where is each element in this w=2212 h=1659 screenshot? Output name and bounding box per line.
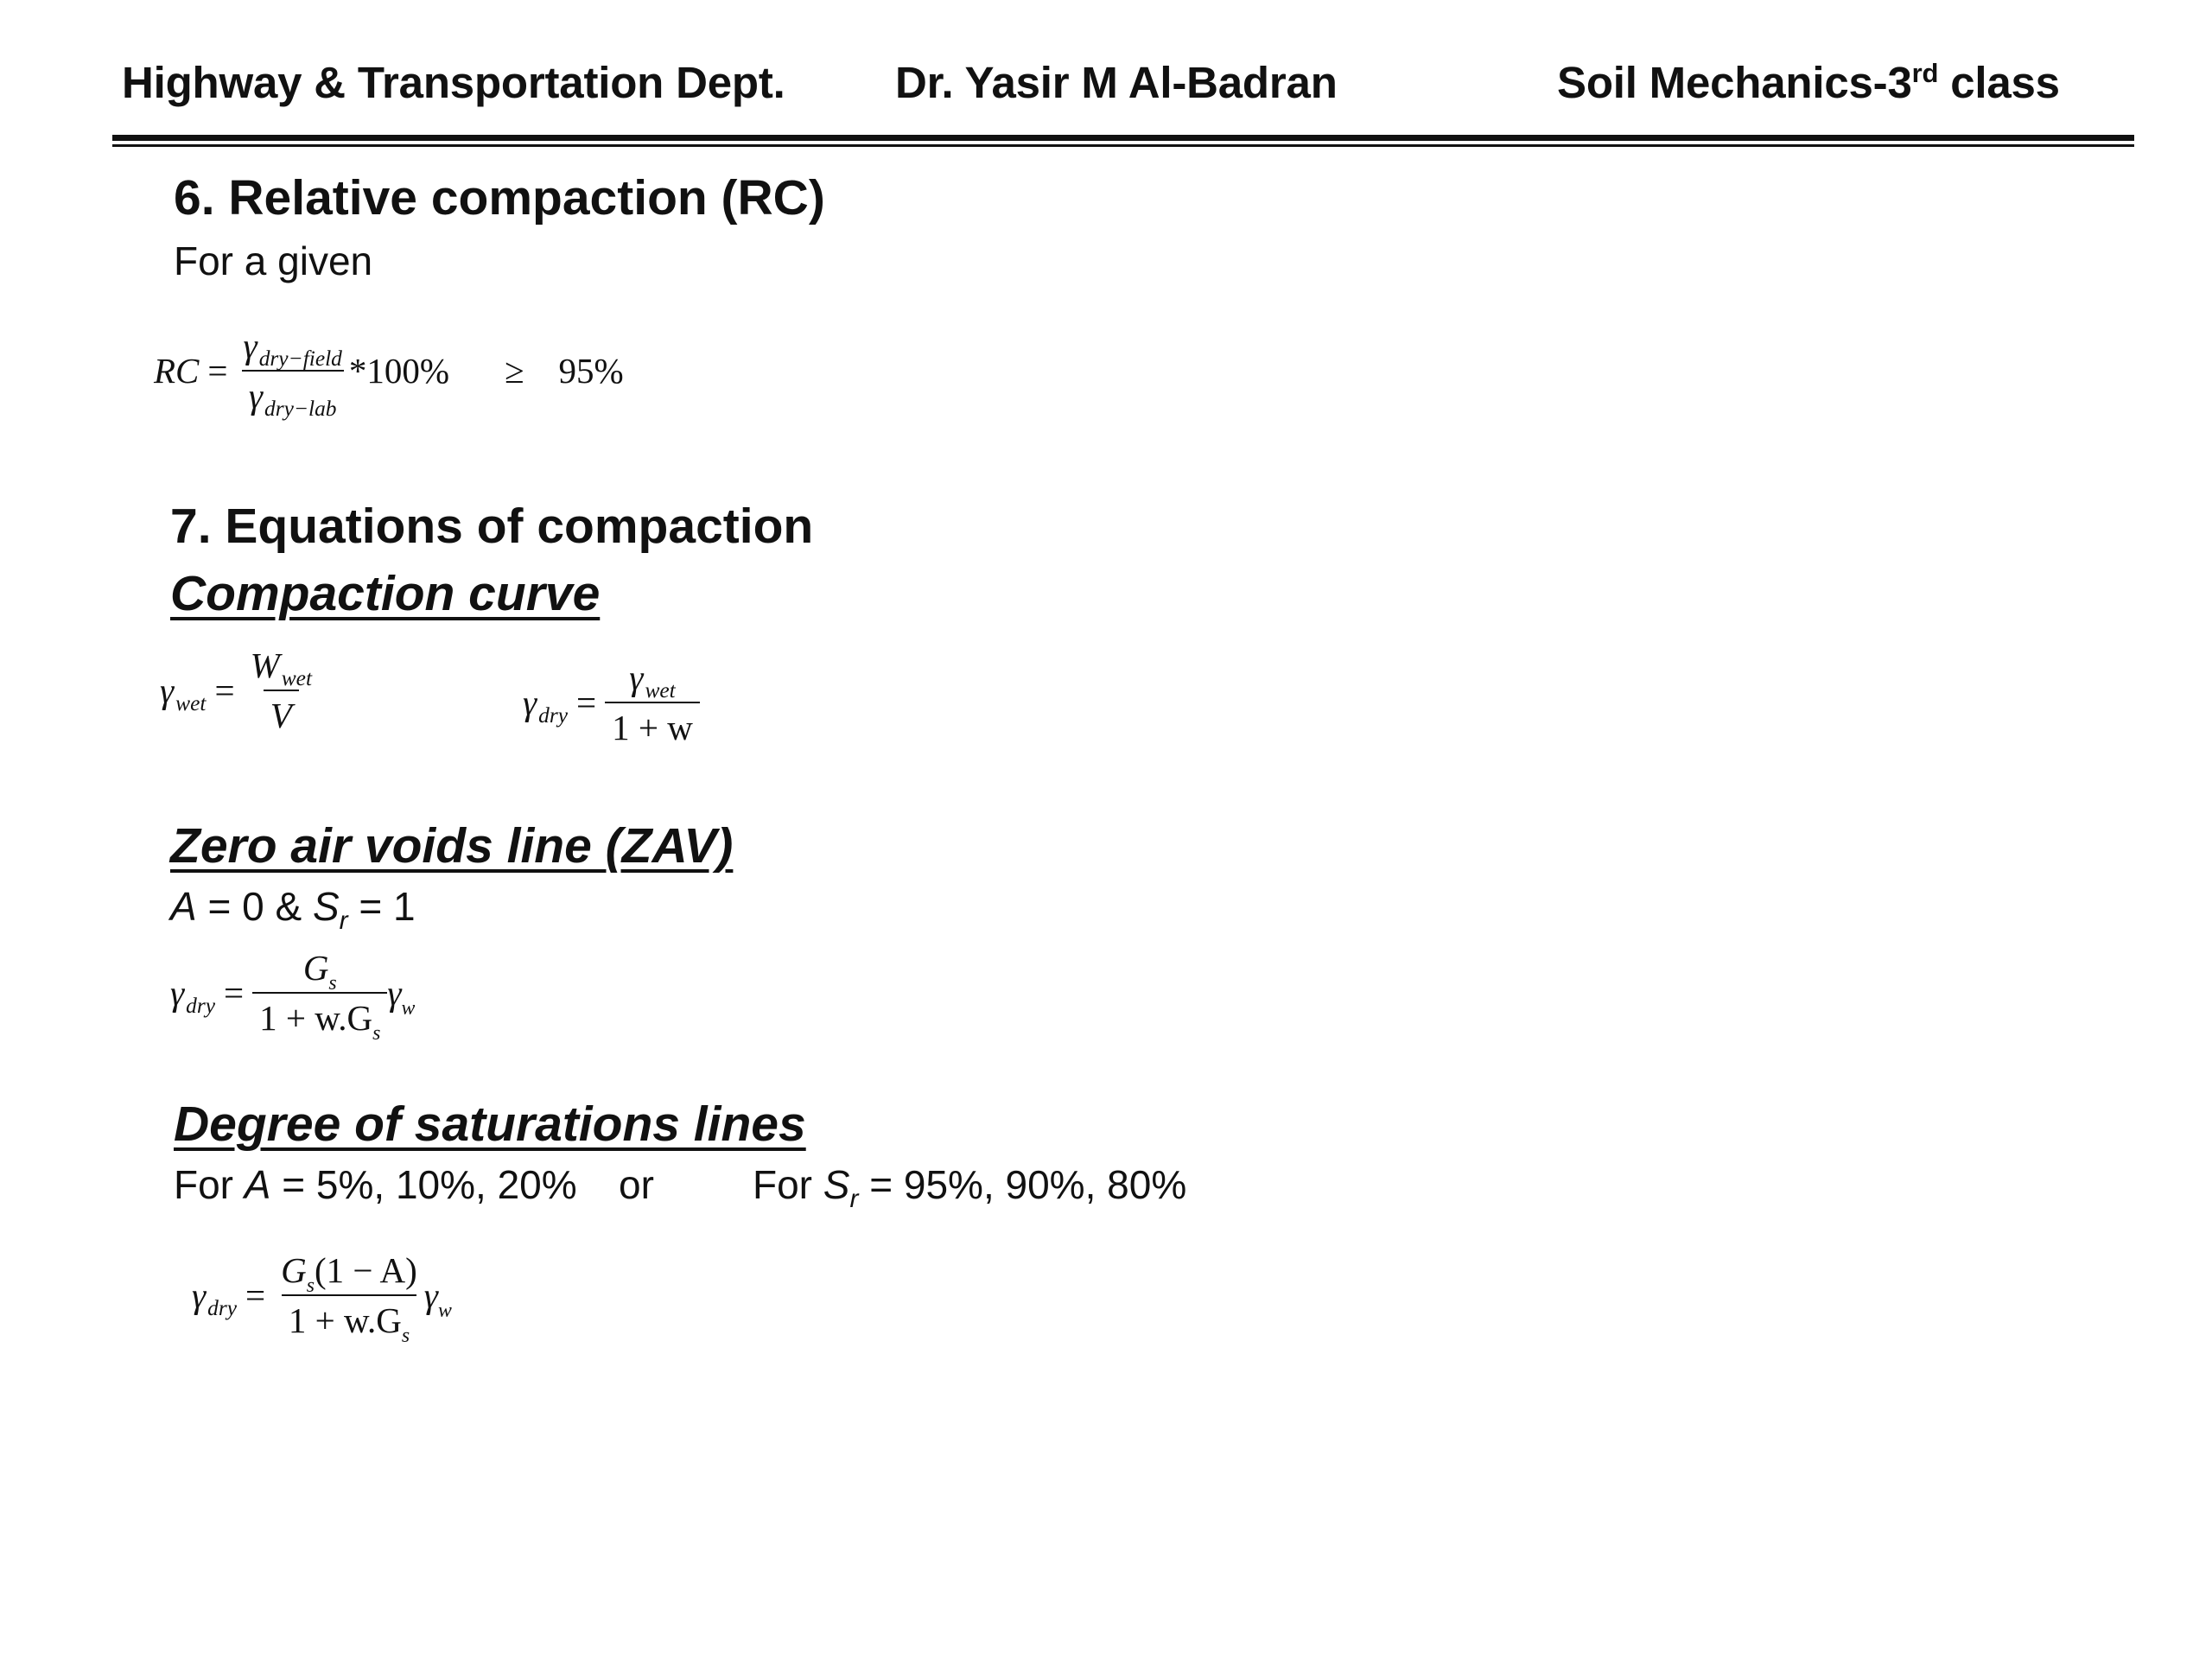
zav-equation: [170, 947, 416, 1045]
zav-den-sub: s: [372, 1021, 381, 1045]
gamma-symbol: γ: [629, 658, 644, 697]
rc-den-sub: dry−lab: [264, 396, 337, 421]
course-sup: rd: [1911, 58, 1939, 88]
equals-sign: =: [207, 351, 228, 391]
section-6-intro: For a given: [174, 238, 373, 283]
saturation-or: or: [619, 1162, 654, 1207]
zav-den-text: 1 + w.G: [259, 998, 373, 1038]
sat-denominator: [282, 1294, 416, 1347]
zav-num-var: G: [302, 948, 329, 988]
eq1-num-sub: wet: [281, 665, 312, 690]
sat-den-text: 1 + w.G: [288, 1300, 402, 1340]
header-course: [1557, 57, 2060, 108]
header-department: Highway & Transportation Dept.: [122, 58, 785, 107]
equals-sign: =: [576, 683, 597, 722]
gamma-symbol: γ: [160, 671, 175, 710]
cond-end: = 1: [347, 884, 416, 929]
saturation-equation: [192, 1249, 452, 1347]
header-rule-thin: [112, 144, 2134, 147]
zav-denominator: [252, 992, 387, 1045]
var-s-sub: r: [339, 906, 348, 935]
for-label: For: [174, 1162, 245, 1207]
sat-num-var: G: [281, 1250, 307, 1290]
zav-tail-sub: w: [401, 996, 416, 1020]
section-7-title: 7. Equations of compaction: [170, 499, 814, 554]
gamma-symbol: γ: [192, 1275, 207, 1315]
eq1-fraction: [244, 645, 319, 736]
sat-tail-sub: w: [437, 1299, 452, 1322]
gamma-wet-equation: [160, 645, 319, 736]
var-s: S: [823, 1162, 850, 1207]
eq2-lhs-sub: dry: [538, 702, 569, 728]
rc-denominator: [242, 370, 344, 421]
zav-heading: Zero air voids line (ZAV): [170, 818, 734, 874]
zav-condition: [170, 883, 416, 935]
eq1-lhs-sub: wet: [175, 690, 207, 715]
eq2-num-sub: wet: [645, 677, 676, 702]
sat-den-sub: s: [401, 1324, 410, 1347]
saturation-line-a: [174, 1161, 577, 1208]
eq2-fraction: [605, 657, 700, 748]
header-rule-thick: [112, 135, 2134, 141]
rc-factor: *100%: [348, 351, 450, 391]
gamma-symbol: γ: [248, 376, 264, 416]
course-main: Soil Mechanics-3: [1557, 58, 1912, 107]
sat-num-sub: s: [306, 1274, 315, 1297]
var-s: S: [312, 884, 340, 929]
s-values: = 95%, 90%, 80%: [858, 1162, 1187, 1207]
header-author: Dr. Yasir M Al-Badran: [895, 58, 1338, 107]
rc-numerator: [237, 325, 349, 370]
sat-numerator: [274, 1249, 424, 1297]
course-tail: class: [1938, 58, 2060, 107]
equals-sign: =: [214, 671, 235, 710]
eq2-denominator: 1 + w: [605, 702, 700, 748]
a-values: = 5%, 10%, 20%: [270, 1162, 577, 1207]
rc-relation: ≥: [505, 351, 524, 391]
eq1-numerator: [244, 645, 319, 690]
gamma-symbol: γ: [387, 973, 402, 1013]
rc-threshold: 95%: [558, 351, 624, 391]
eq2-numerator: [622, 657, 682, 702]
rc-equation: [154, 325, 624, 421]
eq1-denominator: V: [264, 690, 299, 736]
gamma-symbol: γ: [523, 683, 537, 722]
sat-lhs-sub: dry: [207, 1295, 238, 1320]
zav-numerator: [296, 947, 344, 995]
cond-mid: = 0 &: [196, 884, 313, 929]
compaction-curve-heading: Compaction curve: [170, 566, 601, 621]
zav-lhs-sub: dry: [186, 993, 216, 1018]
for-label: For: [753, 1162, 823, 1207]
rc-num-sub: dry−field: [258, 346, 342, 371]
gamma-symbol: γ: [423, 1275, 438, 1315]
gamma-symbol: γ: [243, 326, 257, 365]
sat-num-tail: (1 − A): [315, 1250, 417, 1290]
saturation-line-s: [753, 1161, 1187, 1213]
equals-sign: =: [245, 1275, 266, 1315]
gamma-dry-equation: [523, 657, 700, 748]
section-6-title: 6. Relative compaction (RC): [174, 170, 825, 226]
zav-fraction: [252, 947, 387, 1045]
saturation-heading: Degree of saturations lines: [174, 1096, 806, 1152]
sat-fraction: [274, 1249, 424, 1347]
var-s-sub: r: [849, 1185, 859, 1213]
zav-num-sub: s: [328, 971, 337, 995]
rc-lhs: RC: [154, 351, 200, 391]
equals-sign: =: [224, 973, 245, 1013]
var-a: A: [244, 1162, 271, 1207]
rc-fraction: [237, 325, 349, 421]
var-a: A: [170, 884, 197, 929]
gamma-symbol: γ: [170, 973, 185, 1013]
eq1-num-var: W: [250, 645, 280, 685]
